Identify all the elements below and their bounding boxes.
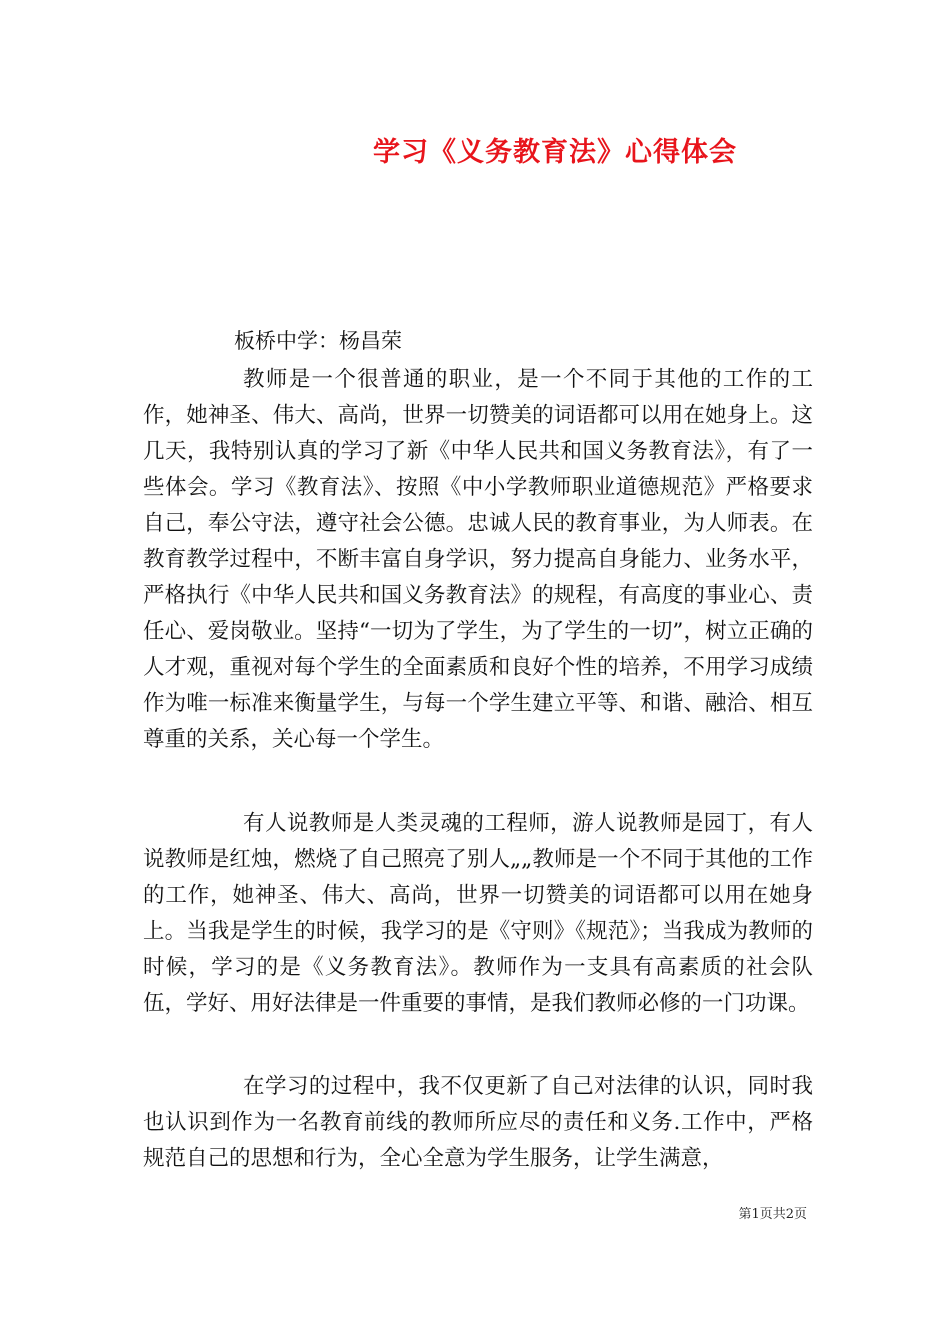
document-body-2	[143, 806, 813, 1022]
page-footer: 第1页共2页	[738, 1207, 807, 1222]
document-body-3	[143, 1069, 813, 1177]
paragraph-3: 在学习的过程中，我不仅更新了自己对法律的认识，同时我也认识到作为一名教育前线的教师所应尽的责任和义务.工作中，严格规范自己的思想和行为，全心全意为学生服务，让学生满意，	[143, 1074, 813, 1171]
document-title: 学习《义务教育法》心得体会	[373, 137, 737, 168]
author-line: 板桥中学：杨昌荣	[234, 329, 402, 353]
paragraph-2: 有人说教师是人类灵魂的工程师，游人说教师是园丁，有人说教师是红烛，燃烧了自己照亮了别人„„教师是一个不同于其他的工作的工作，她神圣、伟大、高尚，世界一切赞美的词语都可以用在她身上。当我是学生的时候，我学习的是《守则》《规范》；当我成为教师的时候，学习的是《义务教育法》。教师作为一支具有高素质的社会队伍，学好、用好法律是一件重要的事情，是我们教师必修的一门功课。	[143, 811, 813, 1016]
paragraph-1: 教师是一个很普通的职业，是一个不同于其他的工作的工作，她神圣、伟大、高尚，世界一切赞美的词语都可以用在她身上。这几天，我特别认真的学习了新《中华人民共和国义务教育法》，有了一些体会。学习《教育法》、按照《中小学教师职业道德规范》严格要求自己，奉公守法，遵守社会公德。忠诚人民的教育事业，为人师表。在教育教学过程中，不断丰富自身学识，努力提高自身能力、业务水平，严格执行《中华人民共和国义务教育法》的规程，有高度的事业心、责任心、爱岗敬业。坚持“一切为了学生，为了学生的一切”，树立正确的人才观，重视对每个学生的全面素质和良好个性的培养，不用学习成绩作为唯一标准来衡量学生，与每一个学生建立平等、和谐、融洽、相互尊重的关系，关心每一个学生。	[143, 367, 813, 752]
document-body	[143, 362, 813, 758]
